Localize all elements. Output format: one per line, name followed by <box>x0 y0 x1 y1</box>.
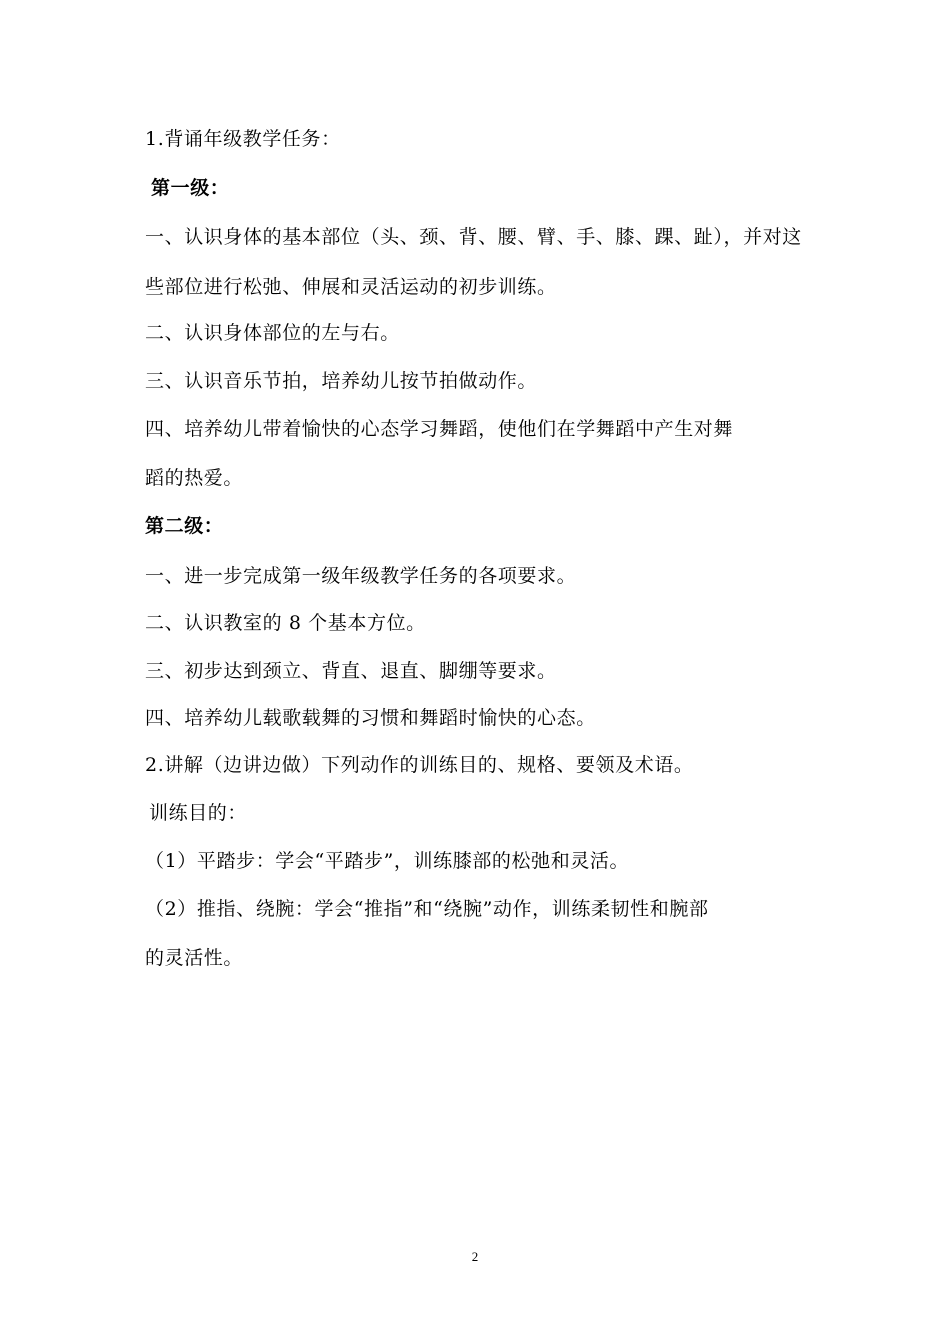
paragraph-line: 三、认识音乐节拍，培养幼儿按节拍做动作。 <box>145 370 538 392</box>
level-two-heading: 第二级： <box>145 515 224 537</box>
paragraph-line: 一、认识身体的基本部位（头、颈、背、腰、臂、手、膝、踝、趾），并对这 <box>145 226 802 248</box>
paragraph-line: 的灵活性。 <box>145 947 244 969</box>
paragraph-line: （1）平踏步：学会“平踏步”，训练膝部的松弛和灵活。 <box>145 850 630 872</box>
level-one-heading: 第一级： <box>151 177 230 199</box>
paragraph-line: 些部位进行松弛、伸展和灵活运动的初步训练。 <box>145 276 557 298</box>
training-purpose-label: 训练目的： <box>149 802 248 824</box>
paragraph-line: 二、认识教室的 8 个基本方位。 <box>145 612 426 634</box>
paragraph-line: 二、认识身体部位的左与右。 <box>145 322 400 344</box>
paragraph-line: 四、培养幼儿带着愉快的心态学习舞蹈，使他们在学舞蹈中产生对舞 <box>145 418 734 440</box>
page-number: 2 <box>471 1249 479 1264</box>
paragraph-line: 三、初步达到颈立、背直、退直、脚绷等要求。 <box>145 660 557 682</box>
paragraph-line: 四、培养幼儿载歌载舞的习惯和舞蹈时愉快的心态。 <box>145 707 596 729</box>
section-heading-2: 2.讲解（边讲边做）下列动作的训练目的、规格、要领及术语。 <box>145 754 694 776</box>
paragraph-line: 一、进一步完成第一级年级教学任务的各项要求。 <box>145 565 577 587</box>
paragraph-line: 蹈的热爱。 <box>145 467 244 489</box>
paragraph-line: （2）推指、绕腕：学会“推指”和“绕腕”动作，训练柔韧性和腕部 <box>145 898 709 920</box>
section-heading-1: 1.背诵年级教学任务： <box>145 128 341 150</box>
